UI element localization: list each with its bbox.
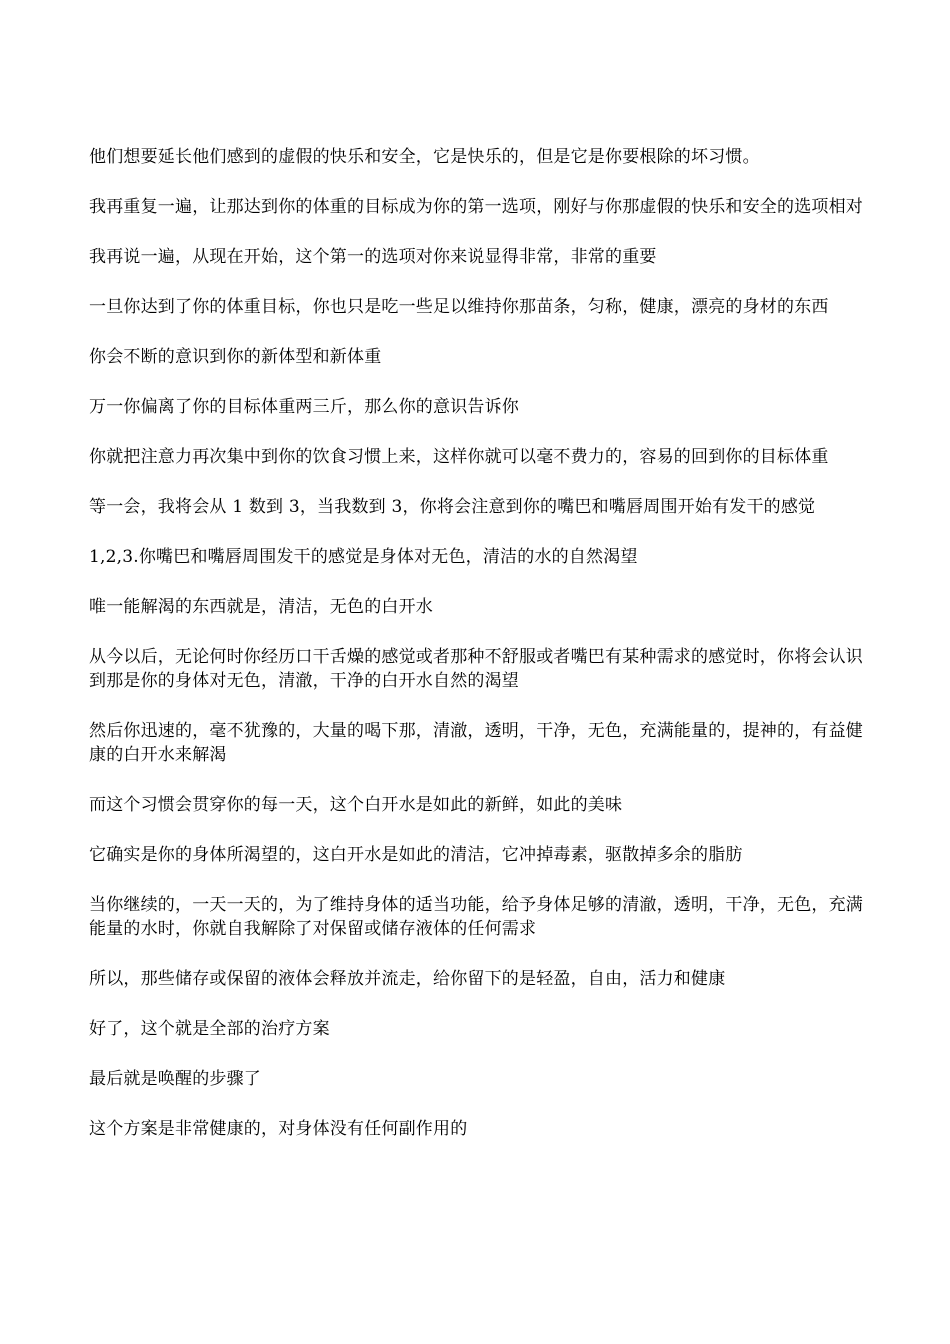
paragraph: 你就把注意力再次集中到你的饮食习惯上来，这样你就可以毫不费力的，容易的回到你的目标体重 xyxy=(89,447,829,467)
paragraph: 一旦你达到了你的体重目标，你也只是吃一些足以维持你那苗条，匀称，健康，漂亮的身材的东西 xyxy=(89,297,829,317)
paragraph: 万一你偏离了你的目标体重两三斤，那么你的意识告诉你 xyxy=(89,397,519,417)
paragraph: 他们想要延长他们感到的虚假的快乐和安全，它是快乐的，但是它是你要根除的坏习惯。 xyxy=(89,147,760,167)
paragraph: 你会不断的意识到你的新体型和新体重 xyxy=(89,347,382,367)
paragraph: 当你继续的，一天一天的，为了维持身体的适当功能，给予身体足够的清澈，透明，干净，无色，充满能量的水时，你就自我解除了对保留或储存液体的任何需求 xyxy=(89,895,863,939)
paragraph: 从今以后，无论何时你经历口干舌燥的感觉或者那种不舒服或者嘴巴有某种需求的感觉时，你将会认识到那是你的身体对无色，清澈，干净的白开水自然的渴望 xyxy=(89,647,863,691)
paragraph: 它确实是你的身体所渴望的，这白开水是如此的清洁，它冲掉毒素，驱散掉多余的脂肪 xyxy=(89,845,743,865)
document-body xyxy=(89,145,863,1167)
paragraph: 然后你迅速的，毫不犹豫的，大量的喝下那，清澈，透明，干净，无色，充满能量的，提神的，有益健康的白开水来解渴 xyxy=(89,721,863,765)
paragraph: 我再说一遍，从现在开始，这个第一的选项对你来说显得非常，非常的重要 xyxy=(89,247,657,267)
paragraph: 最后就是唤醒的步骤了 xyxy=(89,1069,261,1089)
paragraph: 而这个习惯会贯穿你的每一天，这个白开水是如此的新鲜，如此的美味 xyxy=(89,795,623,815)
paragraph: 等一会，我将会从 1 数到 3，当我数到 3，你将会注意到你的嘴巴和嘴唇周围开始有发干的感觉 xyxy=(89,497,816,517)
paragraph: 好了，这个就是全部的治疗方案 xyxy=(89,1019,330,1039)
paragraph: 我再重复一遍，让那达到你的体重的目标成为你的第一选项，刚好与你那虚假的快乐和安全的选项相对 xyxy=(89,197,863,217)
paragraph: 1,2,3.你嘴巴和嘴唇周围发干的感觉是身体对无色，清洁的水的自然渴望 xyxy=(89,547,638,567)
paragraph: 唯一能解渴的东西就是，清洁，无色的白开水 xyxy=(89,597,433,617)
paragraph: 所以，那些储存或保留的液体会释放并流走，给你留下的是轻盈，自由，活力和健康 xyxy=(89,969,726,989)
paragraph: 这个方案是非常健康的，对身体没有任何副作用的 xyxy=(89,1119,468,1139)
